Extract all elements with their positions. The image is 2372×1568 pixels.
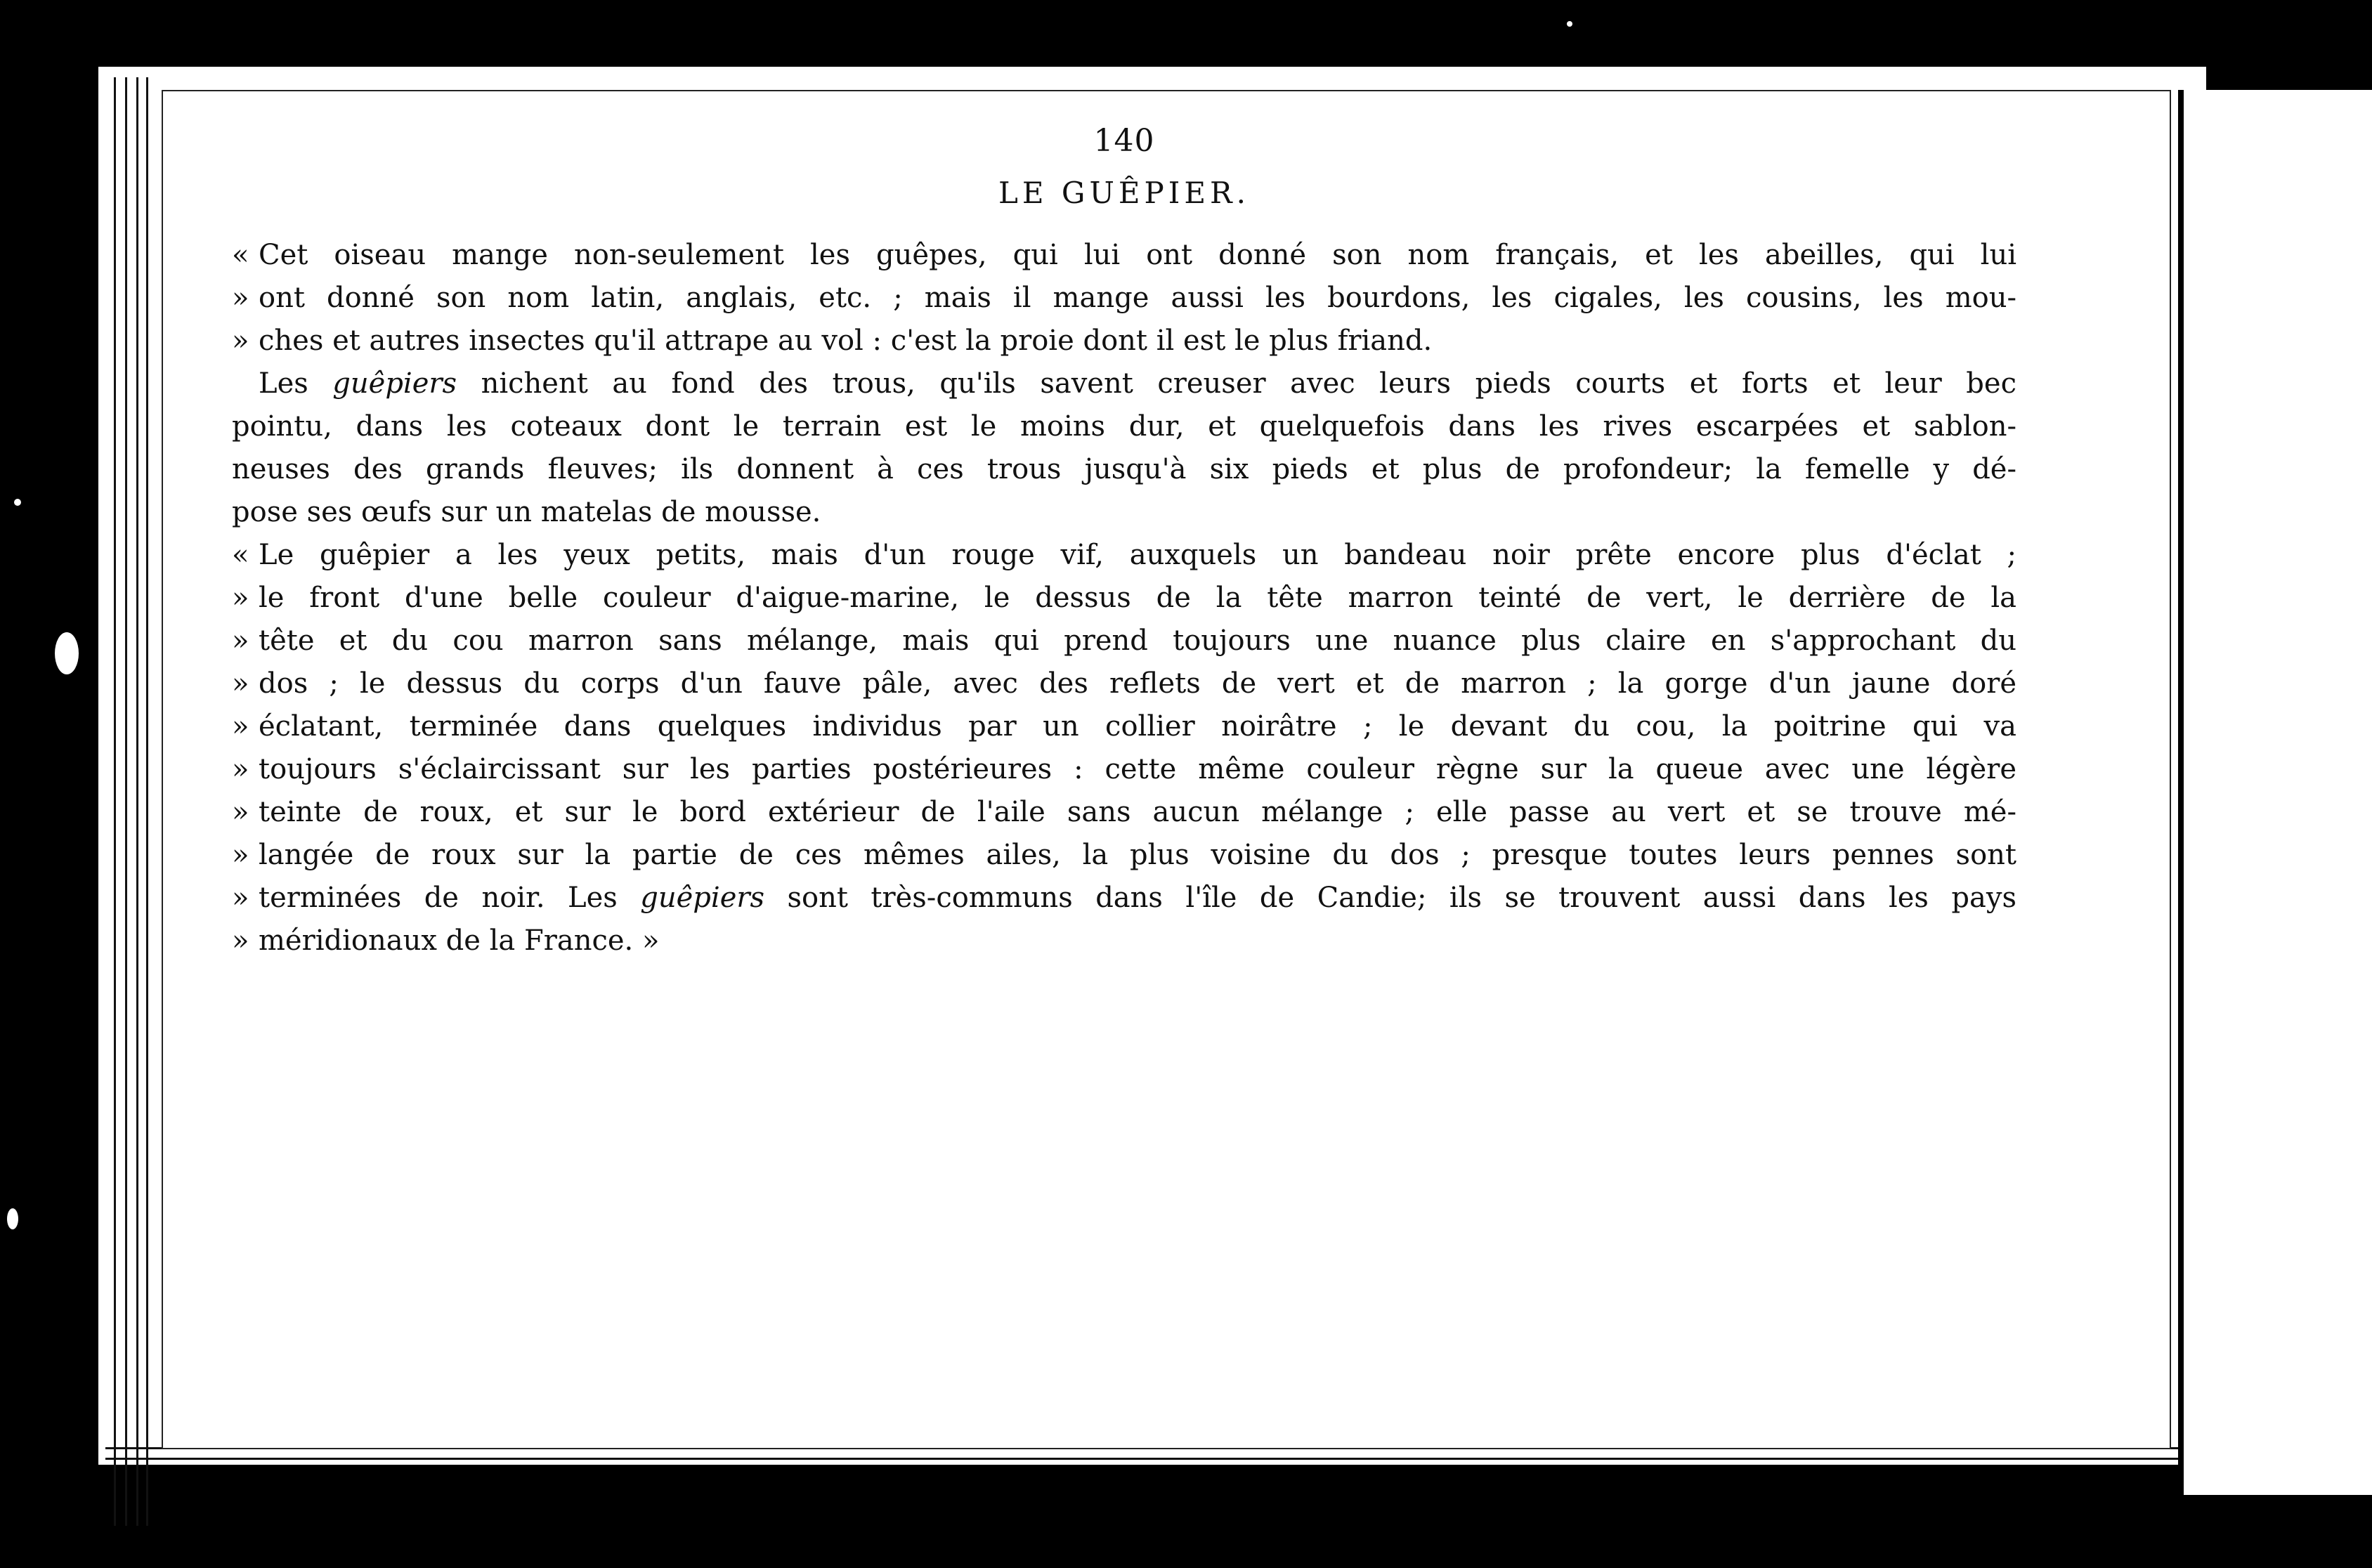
quote-mark: » [232, 796, 249, 828]
quote-mark: » [232, 882, 249, 914]
quote-mark: » [232, 710, 249, 743]
scan-speck [55, 632, 79, 674]
quote-mark: « [232, 539, 249, 571]
text-line [232, 705, 2016, 748]
leaf-edge [146, 77, 148, 1526]
text-line [232, 534, 2016, 577]
text-line [232, 920, 2016, 962]
text-line [232, 405, 2016, 448]
page-number: 140 [1093, 123, 1155, 159]
leaf-edge-bottom [105, 1458, 2185, 1460]
line-text: sont très-communs dans l'île de Candie; ils se trouvent aussi dans les pays [764, 882, 2016, 914]
text-line [232, 277, 2016, 320]
line-text: Cet oiseau mange non-seulement les guêpes, qui lui ont donné son nom français, et les abeilles, qui lui [259, 239, 2016, 271]
quote-mark: » [232, 625, 249, 657]
text-line [232, 577, 2016, 620]
line-text: toujours s'éclaircissant sur les parties postérieures : cette même couleur règne sur la queue avec une légère [259, 753, 2016, 785]
line-text: ches et autres insectes qu'il attrape au vol : c'est la proie dont il est le plus friand. [259, 325, 1433, 357]
line-text: terminées de noir. Les [259, 882, 641, 914]
text-line [232, 448, 2016, 491]
text-line [232, 662, 2016, 705]
quote-mark: » [232, 925, 249, 957]
line-text: dos ; le dessus du corps d'un fauve pâle, avec des reflets de vert et de marron ; la gorge d'un jaune doré [259, 667, 2016, 700]
scan-speck [7, 1208, 18, 1229]
text-line [232, 234, 2016, 277]
text-line [232, 748, 2016, 791]
body-text [232, 234, 2016, 962]
paragraph [232, 362, 2016, 534]
quote-mark: » [232, 839, 249, 871]
scan-speck [1567, 21, 1572, 27]
line-text: Le guêpier a les yeux petits, mais d'un rouge vif, auxquels un bandeau noir prête encore plus d'éclat ; [259, 539, 2016, 571]
line-text: teinte de roux, et sur le bord extérieur de l'aile sans aucun mélange ; elle passe au vert et se trouve mé- [259, 796, 2016, 828]
quote-mark: » [232, 667, 249, 700]
italic-term: guêpiers [640, 882, 765, 914]
line-text: tête et du cou marron sans mélange, mais qui prend toujours une nuance plus claire en s'approchant du [259, 625, 2016, 657]
text-line [232, 320, 2016, 362]
text-line [232, 791, 2016, 834]
quote-mark: » [232, 582, 249, 614]
facing-page-strip [2184, 90, 2372, 1495]
line-text: neuses des grands fleuves; ils donnent à ces trous jusqu'à six pieds et plus de profondeur; la femelle y dé- [232, 453, 2016, 485]
line-text: langée de roux sur la partie de ces mêmes ailes, la plus voisine du dos ; presque toutes leurs pennes sont [259, 839, 2016, 871]
quote-mark: » [232, 753, 249, 785]
text-line [232, 491, 2016, 534]
text-line [232, 620, 2016, 662]
line-text: ont donné son nom latin, anglais, etc. ; mais il mange aussi les bourdons, les cigales, les cousins, les mou- [259, 282, 2016, 314]
line-text: le front d'une belle couleur d'aigue-marine, le dessus de la tête marron teinté de vert, le derrière de la [259, 582, 2016, 614]
line-text: pointu, dans les coteaux dont le terrain est le moins dur, et quelquefois dans les rives escarpées et sablon- [232, 410, 2016, 443]
paragraph [232, 534, 2016, 962]
quote-mark: » [232, 282, 249, 314]
text-line [232, 877, 2016, 920]
line-text: éclatant, terminée dans quelques individus par un collier noirâtre ; le devant du cou, la poitrine qui va [259, 710, 2016, 743]
quote-mark: » [232, 325, 249, 357]
leaf-edge [125, 77, 127, 1526]
leaf-edge [136, 77, 138, 1526]
quote-mark: « [232, 239, 249, 271]
page-title: LE GUÊPIER. [998, 176, 1250, 210]
text-line [232, 834, 2016, 877]
text-line [232, 362, 2016, 405]
scan-speck [14, 499, 21, 506]
line-text: Les [259, 367, 333, 400]
leaf-edge [114, 77, 116, 1526]
line-text: pose ses œufs sur un matelas de mousse. [232, 496, 821, 528]
line-text: nichent au fond des trous, qu'ils savent creuser avec leurs pieds courts et forts et leur bec [457, 367, 2016, 400]
italic-term: guêpiers [332, 367, 457, 400]
page-text [232, 119, 2016, 962]
paragraph [232, 234, 2016, 362]
line-text: méridionaux de la France. » [259, 925, 660, 957]
